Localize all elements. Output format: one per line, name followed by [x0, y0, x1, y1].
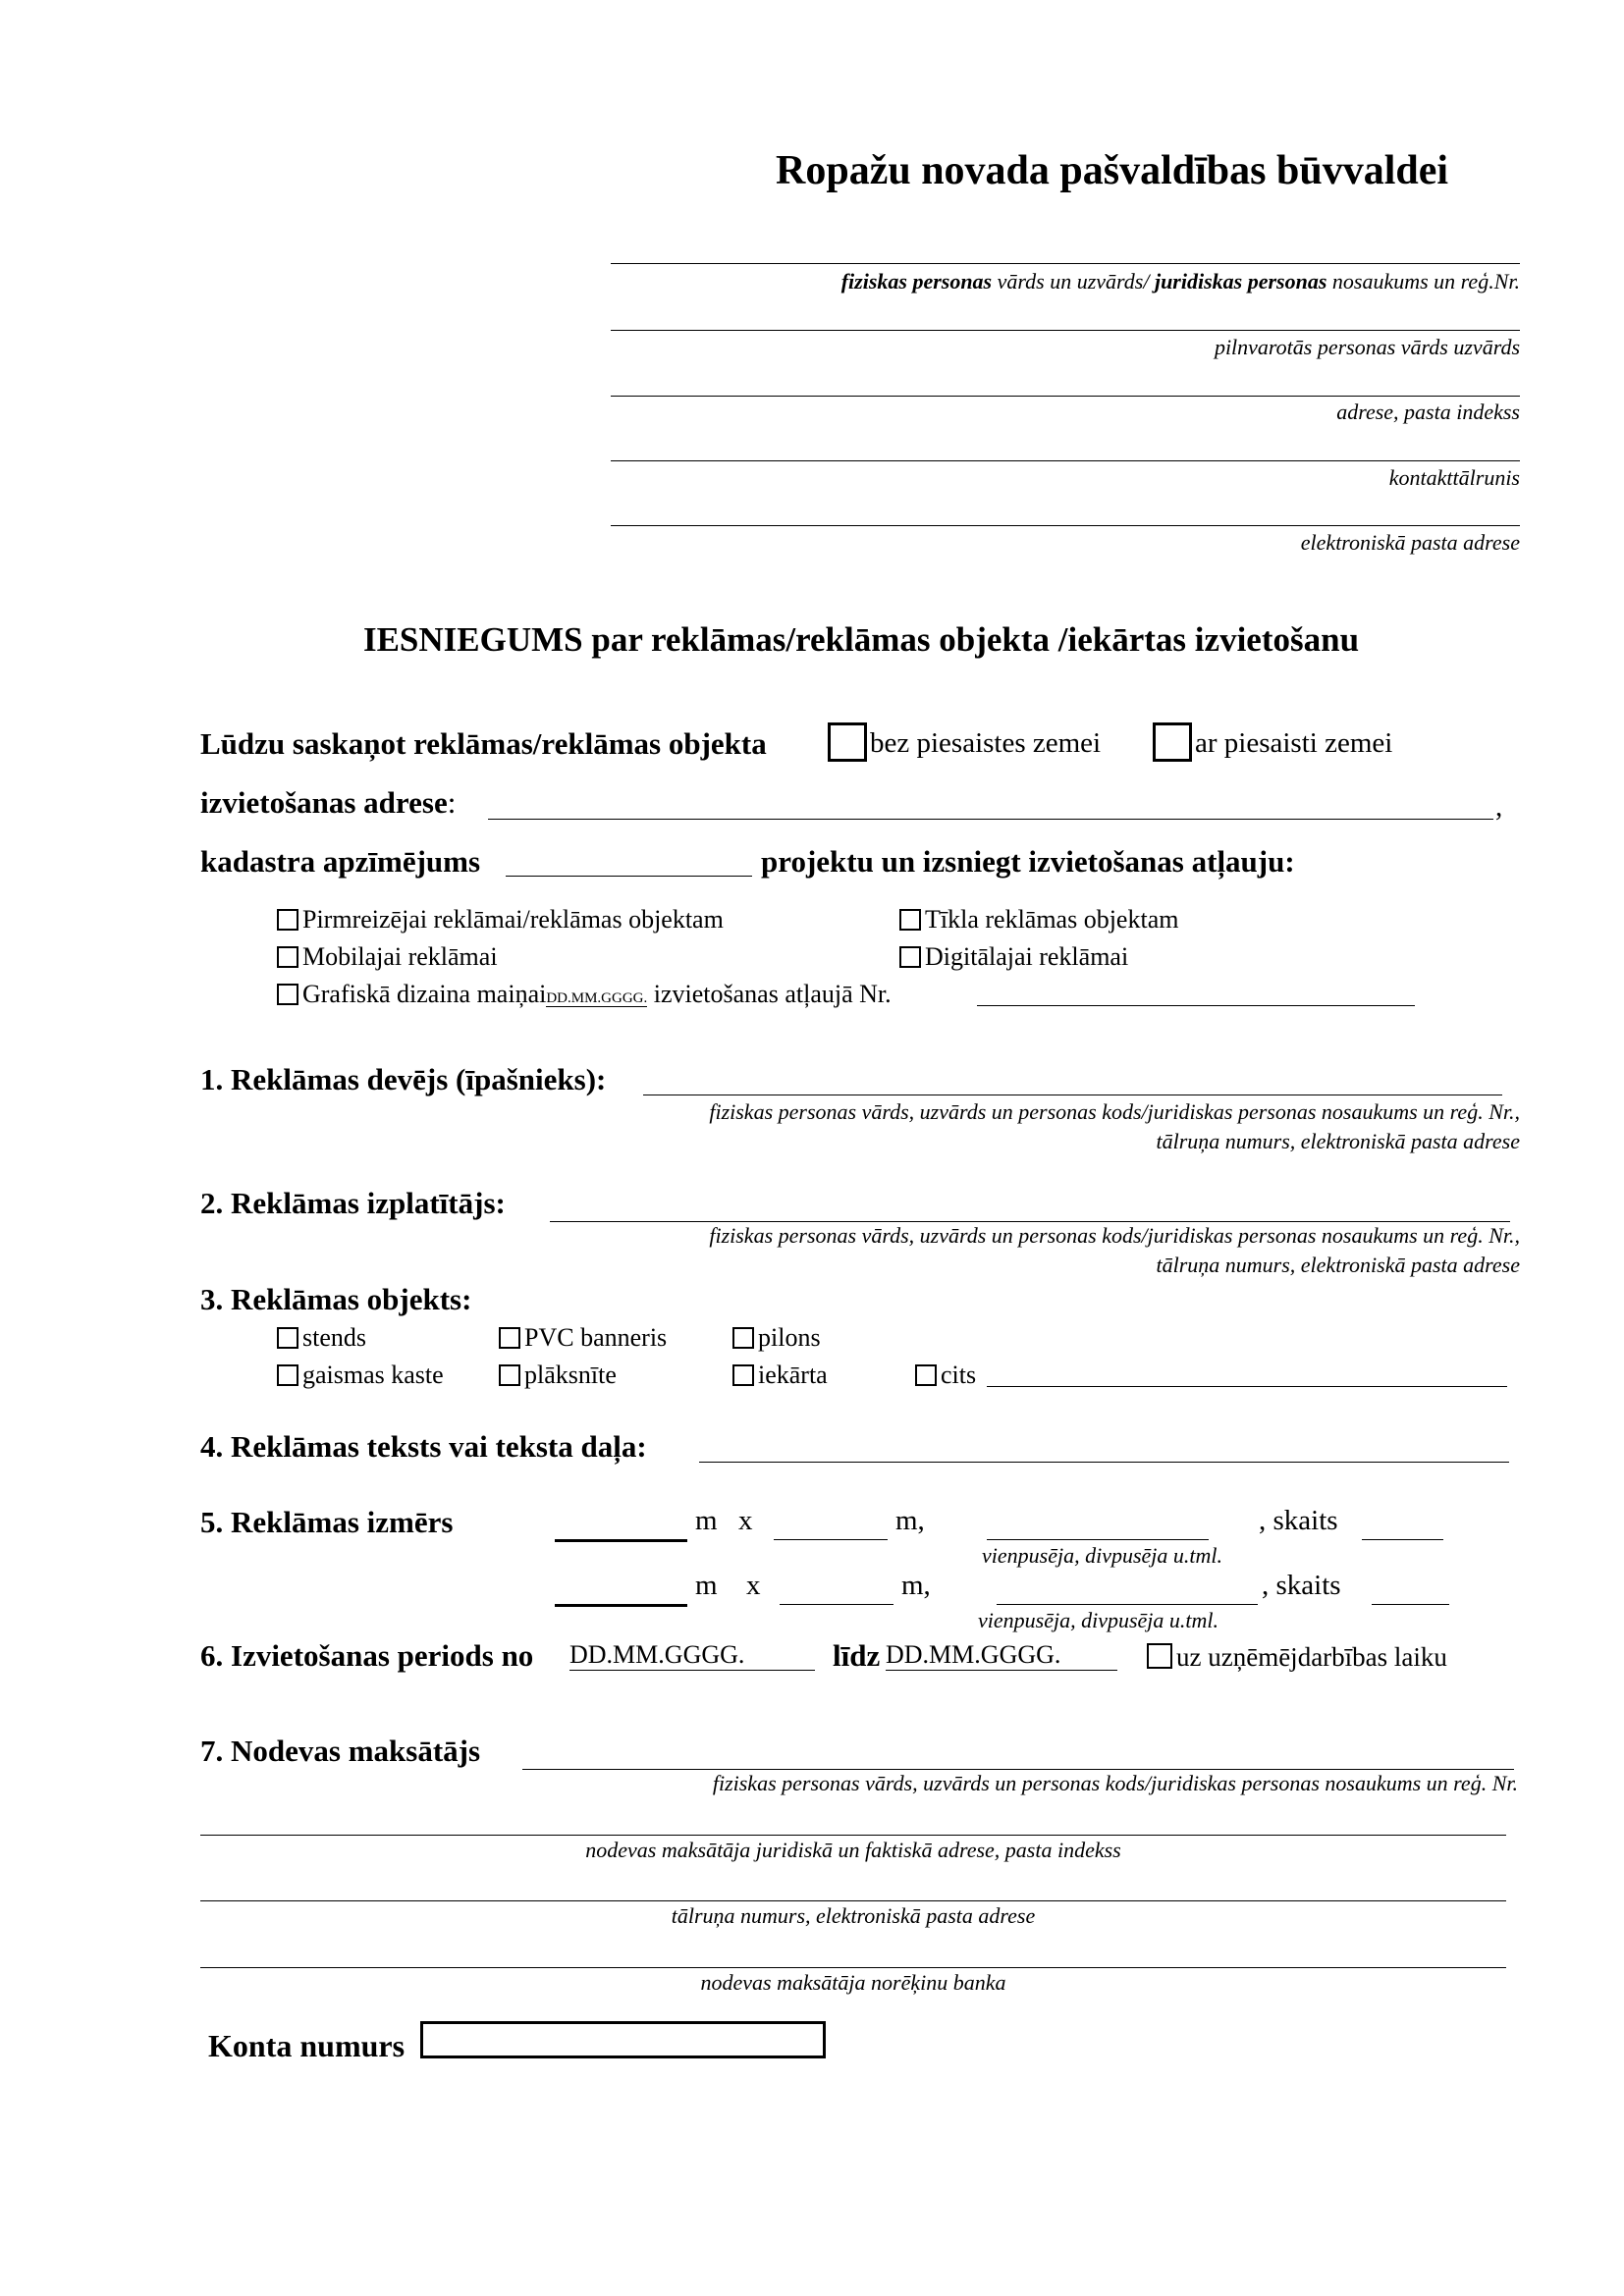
address-field[interactable] — [611, 396, 1520, 397]
option-first-time-label: Pirmreizējai reklāmai/reklāmas objektam — [302, 905, 724, 934]
checkbox-digital[interactable] — [899, 946, 921, 968]
s2-label: 2. Reklāmas izplatītājs: — [200, 1186, 506, 1220]
size1-sides-field[interactable] — [987, 1539, 1209, 1540]
size2-m-comma: m, — [901, 1570, 931, 1601]
object-device-label: iekārta — [758, 1361, 828, 1389]
option-mobile-label: Mobilajai reklāmai — [302, 942, 498, 971]
s7-caption-name: fiziskas personas vārds, uzvārds un personas kods/juridiskas personas nosaukums un reģ. Nr. — [712, 1771, 1518, 1795]
option-network-label: Tīkla reklāmas objektam — [925, 905, 1179, 934]
phone-field[interactable] — [611, 460, 1520, 461]
size2-sides-field[interactable] — [997, 1604, 1258, 1605]
checkbox-mobile[interactable] — [277, 946, 298, 968]
checkbox-business-time[interactable] — [1147, 1643, 1172, 1669]
checkbox-pvc[interactable] — [499, 1327, 520, 1349]
address-caption: adrese, pasta indekss — [1336, 400, 1520, 424]
placement-address-row — [200, 785, 456, 821]
s1-caption2: tālruņa numurs, elektroniskā pasta adrese — [1156, 1129, 1520, 1153]
object-lightbox-label: gaismas kaste — [302, 1361, 444, 1389]
applicant-caption-mid: vārds un uzvārds/ — [992, 269, 1155, 294]
s4-field[interactable] — [699, 1462, 1509, 1463]
from-date-field[interactable]: DD.MM.GGGG. — [569, 1640, 815, 1671]
s7-address-field[interactable] — [200, 1835, 1506, 1836]
placement-address-colon: : — [447, 785, 457, 820]
object-other-label: cits — [941, 1361, 977, 1389]
object-other[interactable] — [915, 1359, 976, 1392]
placement-address-label: izvietošanas adrese — [200, 785, 448, 820]
object-pilons[interactable] — [732, 1321, 821, 1355]
graphic-permit-label: izvietošanas atļaujā Nr. — [647, 980, 892, 1008]
s2-caption2: tālruņa numurs, elektroniskā pasta adrese — [1156, 1253, 1520, 1277]
object-plate[interactable] — [499, 1359, 617, 1392]
option-land-label: ar piesaisti zemei — [1195, 727, 1393, 759]
checkbox-pilons[interactable] — [732, 1327, 754, 1349]
size2-count-label: , skaits — [1262, 1570, 1341, 1601]
size2-x: x — [746, 1570, 761, 1601]
s7-label: 7. Nodevas maksātājs — [200, 1734, 481, 1768]
s7-name-field[interactable] — [522, 1769, 1514, 1770]
checkbox-graphic[interactable] — [277, 984, 298, 1005]
size2-width-field[interactable] — [555, 1604, 687, 1607]
object-pilons-label: pilons — [758, 1323, 821, 1352]
placement-address-field[interactable] — [488, 819, 1493, 820]
phone-caption: kontakttālrunis — [1388, 465, 1520, 490]
object-lightbox[interactable] — [277, 1359, 444, 1392]
s6-label: 6. Izvietošanas periods no — [200, 1638, 534, 1673]
option-mobile[interactable] — [277, 940, 498, 974]
account-number-field[interactable] — [420, 2021, 826, 2058]
applicant-caption — [841, 269, 1520, 294]
checkbox-plate[interactable] — [499, 1364, 520, 1386]
applicant-caption-bold2: juridiskas personas — [1154, 269, 1327, 294]
size1-count-label: , skaits — [1259, 1505, 1338, 1536]
size1-m-comma: m, — [895, 1505, 925, 1536]
applicant-caption-end: nosaukums un reģ.Nr. — [1326, 269, 1520, 294]
checkbox-no-land[interactable] — [828, 722, 867, 762]
checkbox-land[interactable] — [1153, 722, 1192, 762]
s7-caption-address: nodevas maksātāja juridiskā un faktiskā adrese, pasta indekss — [585, 1838, 1121, 1862]
checkbox-other[interactable] — [915, 1364, 937, 1386]
cadastre-field[interactable] — [506, 876, 752, 877]
s7-caption-bank: nodevas maksātāja norēķinu banka — [700, 1970, 1006, 1995]
document-heading: IESNIEGUMS par reklāmas/reklāmas objekta /iekārtas izvietošanu — [362, 620, 1360, 659]
s2-caption1: fiziskas personas vārds, uzvārds un personas kods/juridiskas personas nosaukums un reģ. Nr., — [709, 1223, 1520, 1248]
s2-field[interactable] — [550, 1221, 1510, 1222]
until-label: līdz — [833, 1638, 881, 1673]
size2-height-field[interactable] — [780, 1604, 893, 1605]
authorized-person-field[interactable] — [611, 330, 1520, 331]
applicant-name-field[interactable] — [611, 263, 1520, 264]
request-line1-label: Lūdzu saskaņot reklāmas/reklāmas objekta — [200, 726, 767, 761]
applicant-caption-bold1: fiziskas personas — [840, 269, 993, 294]
option-digital-label: Digitālajai reklāmai — [925, 942, 1129, 971]
size1-x: x — [738, 1505, 753, 1536]
option-network[interactable] — [899, 903, 1178, 936]
authorized-person-caption: pilnvarotās personas vārds uzvārds — [1214, 335, 1520, 359]
graphic-permit-number-field[interactable] — [977, 1005, 1415, 1006]
checkbox-lightbox[interactable] — [277, 1364, 298, 1386]
s4-label: 4. Reklāmas teksts vai teksta daļa: — [200, 1429, 647, 1464]
size2-m: m — [695, 1570, 718, 1601]
checkbox-stend[interactable] — [277, 1327, 298, 1349]
email-field[interactable] — [611, 525, 1520, 526]
s1-caption1: fiziskas personas vārds, uzvārds un personas kods/juridiskas personas nosaukums un reģ. Nr., — [709, 1099, 1520, 1124]
business-time-label: uz uzņēmējdarbības laiku — [1176, 1642, 1447, 1672]
size1-width-field[interactable] — [555, 1539, 687, 1542]
checkbox-device[interactable] — [732, 1364, 754, 1386]
page-title: Ropažu novada pašvaldības būvvaldei — [776, 148, 1449, 193]
option-no-land-label: bez piesaistes zemei — [870, 727, 1102, 759]
size2-count-field[interactable] — [1372, 1604, 1449, 1605]
object-device[interactable] — [732, 1359, 828, 1392]
size1-height-field[interactable] — [774, 1539, 888, 1540]
option-digital[interactable] — [899, 940, 1128, 974]
object-stend[interactable] — [277, 1321, 366, 1355]
email-caption: elektroniskā pasta adrese — [1300, 530, 1520, 555]
account-label: Konta numurs — [208, 2028, 406, 2063]
checkbox-network[interactable] — [899, 909, 921, 931]
object-stend-label: stends — [302, 1323, 366, 1352]
checkbox-first-time[interactable] — [277, 909, 298, 931]
object-pvc[interactable] — [499, 1321, 667, 1355]
s7-caption-phone: tālruņa numurs, elektroniskā pasta adrese — [671, 1903, 1036, 1928]
s3-label: 3. Reklāmas objekts: — [200, 1282, 472, 1316]
s7-bank-field[interactable] — [200, 1967, 1506, 1968]
placement-address-comma: , — [1495, 791, 1503, 823]
cadastre-tail-label: projektu un izsniegt izvietošanas atļauju: — [761, 844, 1295, 879]
option-graphic-label: Grafiskā dizaina maiņai — [302, 980, 547, 1008]
option-graphic[interactable] — [277, 978, 892, 1015]
size1-m: m — [695, 1505, 718, 1536]
object-other-field[interactable] — [987, 1386, 1507, 1387]
size1-sides-caption: vienpusēja, divpusēja u.tml. — [982, 1543, 1223, 1568]
size1-count-field[interactable] — [1362, 1539, 1443, 1540]
option-business-time[interactable] — [1147, 1640, 1447, 1674]
object-plate-label: plāksnīte — [524, 1361, 617, 1389]
graphic-date-field[interactable]: DD.MM.GGGG. — [546, 990, 648, 1006]
size2-sides-caption: vienpusēja, divpusēja u.tml. — [978, 1608, 1219, 1632]
s7-phone-field[interactable] — [200, 1900, 1506, 1901]
object-pvc-label: PVC banneris — [524, 1323, 668, 1352]
to-date-field[interactable]: DD.MM.GGGG. — [886, 1640, 1117, 1671]
s5-label: 5. Reklāmas izmērs — [200, 1505, 454, 1539]
s1-label: 1. Reklāmas devējs (īpašnieks): — [200, 1062, 607, 1096]
option-first-time[interactable] — [277, 903, 724, 936]
cadastre-label: kadastra apzīmējums — [200, 844, 481, 879]
